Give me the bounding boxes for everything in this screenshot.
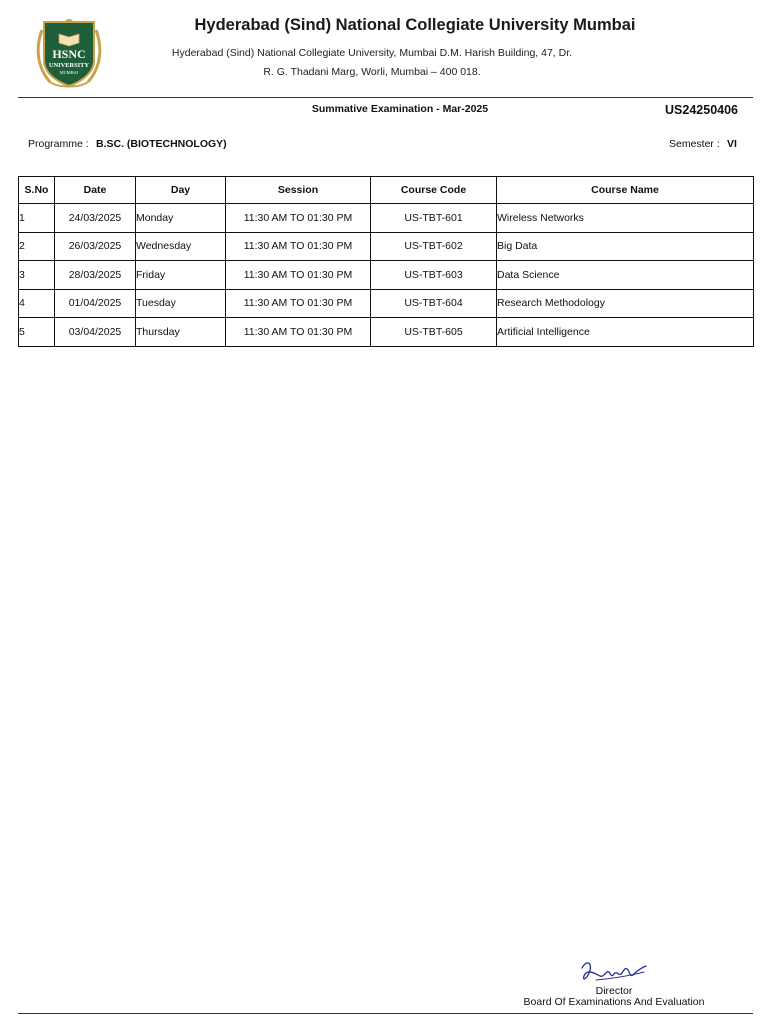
- cell-date: 24/03/2025: [55, 204, 136, 233]
- cell-day: Wednesday: [136, 232, 226, 261]
- cell-session: 11:30 AM TO 01:30 PM: [226, 318, 371, 347]
- cell-sno: 4: [19, 289, 55, 318]
- cell-sno: 3: [19, 261, 55, 290]
- header-divider: [18, 97, 753, 98]
- column-header-session: Session: [226, 177, 371, 204]
- cell-course-name: Artificial Intelligence: [497, 318, 754, 347]
- svg-text:HSNC: HSNC: [52, 47, 86, 61]
- semester-label: Semester :: [669, 138, 720, 150]
- column-header-sno: S.No: [19, 177, 55, 204]
- cell-sno: 1: [19, 204, 55, 233]
- cell-day: Tuesday: [136, 289, 226, 318]
- cell-course-name: Data Science: [497, 261, 754, 290]
- cell-course-code: US-TBT-602: [371, 232, 497, 261]
- cell-session: 11:30 AM TO 01:30 PM: [226, 204, 371, 233]
- handwritten-signature-icon: [578, 954, 650, 988]
- semester-value: VI: [727, 138, 737, 150]
- cell-course-code: US-TBT-601: [371, 204, 497, 233]
- table-row: [19, 261, 754, 290]
- cell-sno: 5: [19, 318, 55, 347]
- column-header-course-name: Course Name: [497, 177, 754, 204]
- cell-session: 11:30 AM TO 01:30 PM: [226, 232, 371, 261]
- footer-divider: [18, 1013, 753, 1014]
- exam-schedule-table: [18, 176, 754, 347]
- table-row: [19, 289, 754, 318]
- cell-course-name: Big Data: [497, 232, 754, 261]
- table-row: [19, 318, 754, 347]
- svg-text:UNIVERSITY: UNIVERSITY: [48, 62, 90, 69]
- exam-code: US24250406: [665, 103, 738, 117]
- director-signature: [578, 954, 650, 988]
- cell-sno: 2: [19, 232, 55, 261]
- table-row: [19, 204, 754, 233]
- table-row: [19, 232, 754, 261]
- cell-course-name: Research Methodology: [497, 289, 754, 318]
- programme-label: Programme :: [28, 138, 89, 150]
- svg-text:MUMBAI: MUMBAI: [59, 70, 79, 75]
- university-crest-icon: [36, 16, 102, 92]
- cell-date: 26/03/2025: [55, 232, 136, 261]
- column-header-day: Day: [136, 177, 226, 204]
- table-header-row: [19, 177, 754, 204]
- cell-session: 11:30 AM TO 01:30 PM: [226, 289, 371, 318]
- cell-date: 28/03/2025: [55, 261, 136, 290]
- address-line-2: R. G. Thadani Marg, Worli, Mumbai – 400 018.: [263, 66, 481, 78]
- cell-course-name: Wireless Networks: [497, 204, 754, 233]
- cell-date: 01/04/2025: [55, 289, 136, 318]
- cell-day: Monday: [136, 204, 226, 233]
- exam-title: Summative Examination - Mar-2025: [311, 103, 489, 115]
- cell-day: Friday: [136, 261, 226, 290]
- address-line-1: Hyderabad (Sind) National Collegiate University, Mumbai D.M. Harish Building, 47, Dr.: [171, 47, 573, 59]
- column-header-course-code: Course Code: [371, 177, 497, 204]
- university-title: Hyderabad (Sind) National Collegiate University Mumbai: [194, 16, 636, 34]
- university-logo: [36, 16, 102, 92]
- cell-date: 03/04/2025: [55, 318, 136, 347]
- programme-value: B.SC. (BIOTECHNOLOGY): [96, 138, 227, 150]
- cell-day: Thursday: [136, 318, 226, 347]
- cell-course-code: US-TBT-604: [371, 289, 497, 318]
- signatory-role: Director: [595, 985, 633, 997]
- cell-session: 11:30 AM TO 01:30 PM: [226, 261, 371, 290]
- cell-course-code: US-TBT-605: [371, 318, 497, 347]
- column-header-date: Date: [55, 177, 136, 204]
- signatory-board: Board Of Examinations And Evaluation: [523, 996, 705, 1008]
- cell-course-code: US-TBT-603: [371, 261, 497, 290]
